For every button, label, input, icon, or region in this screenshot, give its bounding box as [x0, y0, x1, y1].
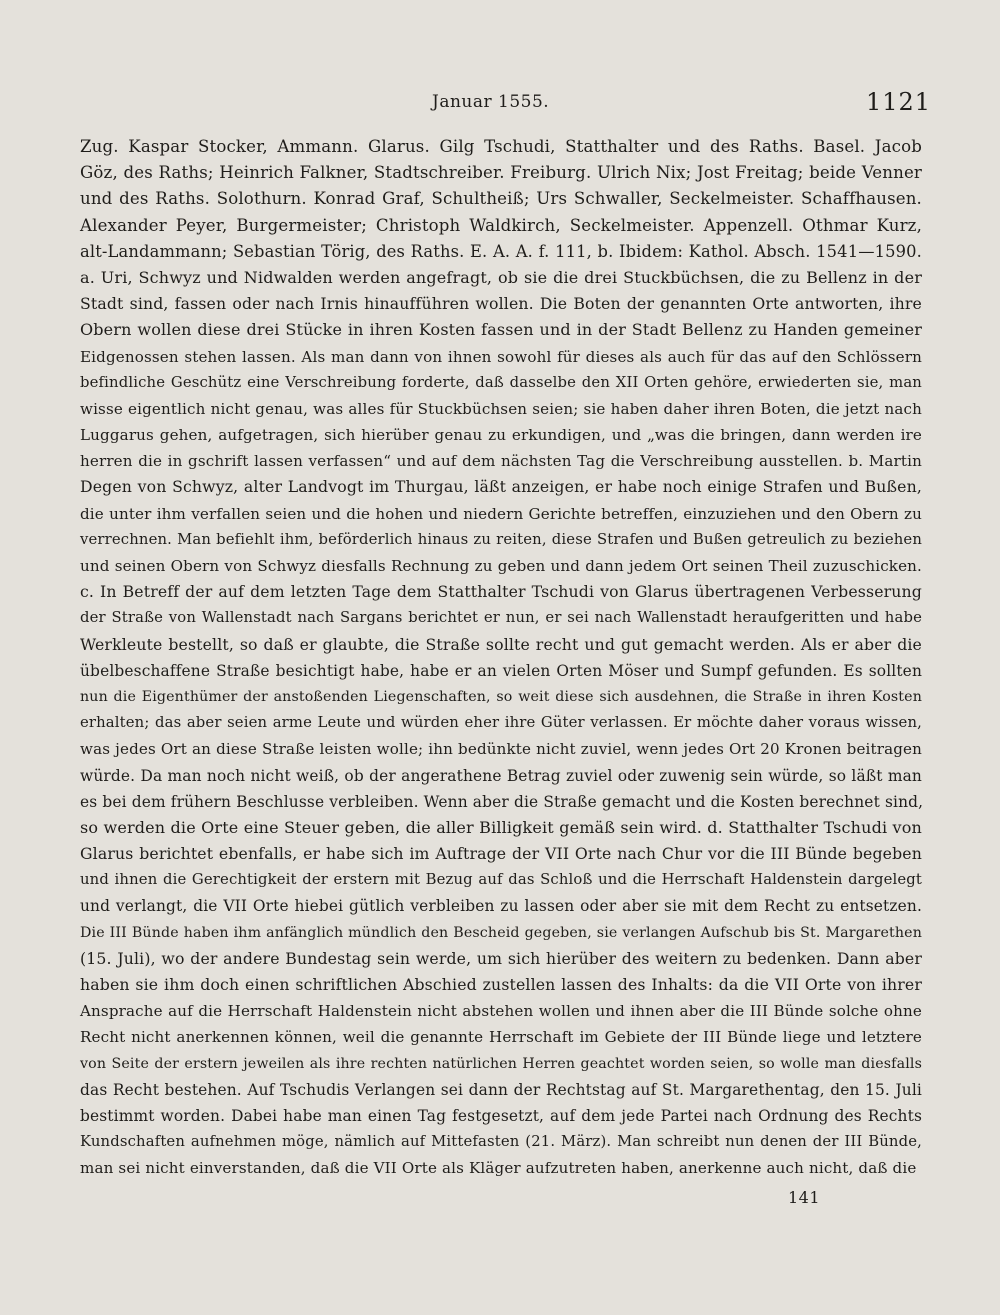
- text-line: es bei dem frühern Beschlusse verbleiben. Wenn aber die Straße gemacht und die Kosten berechnet sind,: [80, 792, 924, 811]
- text-line: würde. Da man noch nicht weiß, ob der angerathene Betrag zuviel oder zuwenig sein würde, so läßt man: [80, 766, 922, 785]
- text-line: Kundschaften aufnehmen möge, nämlich auf Mittefasten (21. März). Man schreibt nun denen der III Bünde,: [80, 1133, 922, 1151]
- text-line: Göz, des Raths; Heinrich Falkner, Stadtschreiber. Freiburg. Ulrich Nix; Jost Freitag; beide Venner: [80, 163, 922, 183]
- text-line: erhalten; das aber seien arme Leute und würden eher ihre Güter verlassen. Er möchte daher voraus wissen,: [80, 714, 922, 732]
- text-line: nun die Eigenthümer der anstoßenden Liegenschaften, so weit diese sich ausdehnen, die Straße in ihren Kosten: [80, 688, 922, 705]
- page-number: 1121: [866, 88, 932, 116]
- text-line: und ihnen die Gerechtigkeit der erstern mit Bezug auf das Schloß und die Herrschaft Haldenstein dargelegt: [80, 871, 922, 889]
- text-line: Recht nicht anerkennen können, weil die genannte Herrschaft im Gebiete der III Bünde liege und letztere: [80, 1028, 922, 1047]
- text-line: befindliche Geschütz eine Verschreibung forderte, daß dasselbe den XII Orten gehöre, erwiederten sie, man: [80, 373, 922, 391]
- page-header: [0, 88, 1000, 128]
- text-line: Stadt sind, fassen oder nach Irnis hinaufführen wollen. Die Boten der genannten Orte antworten, ihre: [80, 294, 922, 314]
- text-line: haben sie ihm doch einen schriftlichen Abschied zustellen lassen des Inhalts: da die VII Orte von ihrer: [80, 975, 922, 994]
- text-line: Die III Bünde haben ihm anfänglich mündlich den Bescheid gegeben, sie verlangen Aufschub bis St. Margarethen: [80, 924, 922, 941]
- text-line: Zug. Kaspar Stocker, Ammann. Glarus. Gilg Tschudi, Statthalter und des Raths. Basel. Jacob: [80, 137, 922, 156]
- text-line: wisse eigentlich nicht genau, was alles für Stuckbüchsen seien; sie haben daher ihren Boten, die jetzt nach: [80, 399, 922, 418]
- text-line: die unter ihm verfallen seien und die hohen und niedern Gerichte betreffen, einzuziehen und den Obern zu: [80, 504, 922, 523]
- text-line: herren die in gschrift lassen verfassen“ und auf dem nächsten Tag die Verschreibung ausstellen. b. Martin: [80, 452, 922, 471]
- text-line: Degen von Schwyz, alter Landvogt im Thurgau, läßt anzeigen, er habe noch einige Strafen und Bußen,: [80, 477, 922, 497]
- text-line: Ansprache auf die Herrschaft Haldenstein nicht abstehen wollen und ihnen aber die III Bünde solche ohne: [80, 1002, 922, 1021]
- signature-mark: 141: [788, 1188, 821, 1207]
- text-line: man sei nicht einverstanden, daß die VII Orte als Kläger aufzutreten haben, anerkenne auch nicht, daß die: [80, 1159, 917, 1178]
- text-line: was jedes Ort an diese Straße leisten wolle; ihn bedünkte nicht zuviel, wenn jedes Ort 20 Kronen beitragen: [80, 740, 922, 759]
- text-line: bestimmt worden. Dabei habe man einen Tag festgesetzt, auf dem jede Partei nach Ordnung des Rechts: [80, 1106, 922, 1125]
- text-line: a. Uri, Schwyz und Nidwalden werden angefragt, ob sie die drei Stuckbüchsen, die zu Bellenz in der: [80, 267, 922, 287]
- body-text: [80, 134, 922, 1182]
- text-line: von Seite der erstern jeweilen als ihre rechten natürlichen Herren geachtet worden seien, so wolle man diesfalls: [80, 1055, 922, 1072]
- text-line: der Straße von Wallenstadt nach Sargans berichtet er nun, er sei nach Wallenstadt heraufgeritten und habe: [80, 609, 922, 627]
- text-line: Luggarus gehen, aufgetragen, sich hierüber genau zu erkundigen, und „was die bringen, dann werden ire: [80, 426, 922, 445]
- text-line: so werden die Orte eine Steuer geben, die aller Billigkeit gemäß sein wird. d. Statthalter Tschudi von: [80, 817, 922, 837]
- text-line: und verlangt, die VII Orte hiebei gütlich verbleiben zu lassen oder aber sie mit dem Recht zu entsetzen.: [80, 897, 922, 916]
- text-line: Glarus berichtet ebenfalls, er habe sich im Auftrage der VII Orte nach Chur vor die III Bünde begeben: [80, 844, 922, 864]
- text-line: Obern wollen diese drei Stücke in ihren Kosten fassen und in der Stadt Bellenz zu Handen gemeiner: [80, 320, 922, 340]
- text-line: alt-Landammann; Sebastian Törig, des Raths. E. A. A. f. 111, b. Ibidem: Kathol. Absch. 1541—1590.: [80, 241, 922, 261]
- text-line: das Recht bestehen. Auf Tschudis Verlangen sei dann der Rechtstag auf St. Margarethentag, den 15. Juli: [80, 1080, 922, 1099]
- text-line: und des Raths. Solothurn. Konrad Graf, Schultheiß; Urs Schwaller, Seckelmeister. Schaffhausen.: [80, 189, 922, 209]
- text-line: (15. Juli), wo der andere Bundestag sein werde, um sich hierüber des weitern zu bedenken. Dann aber: [80, 948, 922, 968]
- text-line: Eidgenossen stehen lassen. Als man dann von ihnen sowohl für dieses als auch für das auf den Schlössern: [80, 347, 922, 366]
- text-line: Werkleute bestellt, so daß er glaubte, die Straße sollte recht und gut gemacht werden. Als er aber die: [80, 634, 922, 654]
- text-line: verrechnen. Man befiehlt ihm, beförderlich hinaus zu reiten, diese Strafen und Bußen getreulich zu beziehen: [80, 530, 922, 548]
- text-line: c. In Betreff der auf dem letzten Tage dem Statthalter Tschudi von Glarus übertragenen Verbesserung: [80, 582, 922, 602]
- running-head: Januar 1555.: [432, 92, 550, 112]
- text-line: und seinen Obern von Schwyz diesfalls Rechnung zu geben und dann jedem Ort seinen Theil zuzuschicken.: [80, 557, 922, 575]
- text-line: übelbeschaffene Straße besichtigt habe, habe er an vielen Orten Möser und Sumpf gefunden. Es sollten: [80, 661, 922, 680]
- text-line: Alexander Peyer, Burgermeister; Christoph Waldkirch, Seckelmeister. Appenzell. Othmar Kurz,: [80, 215, 922, 235]
